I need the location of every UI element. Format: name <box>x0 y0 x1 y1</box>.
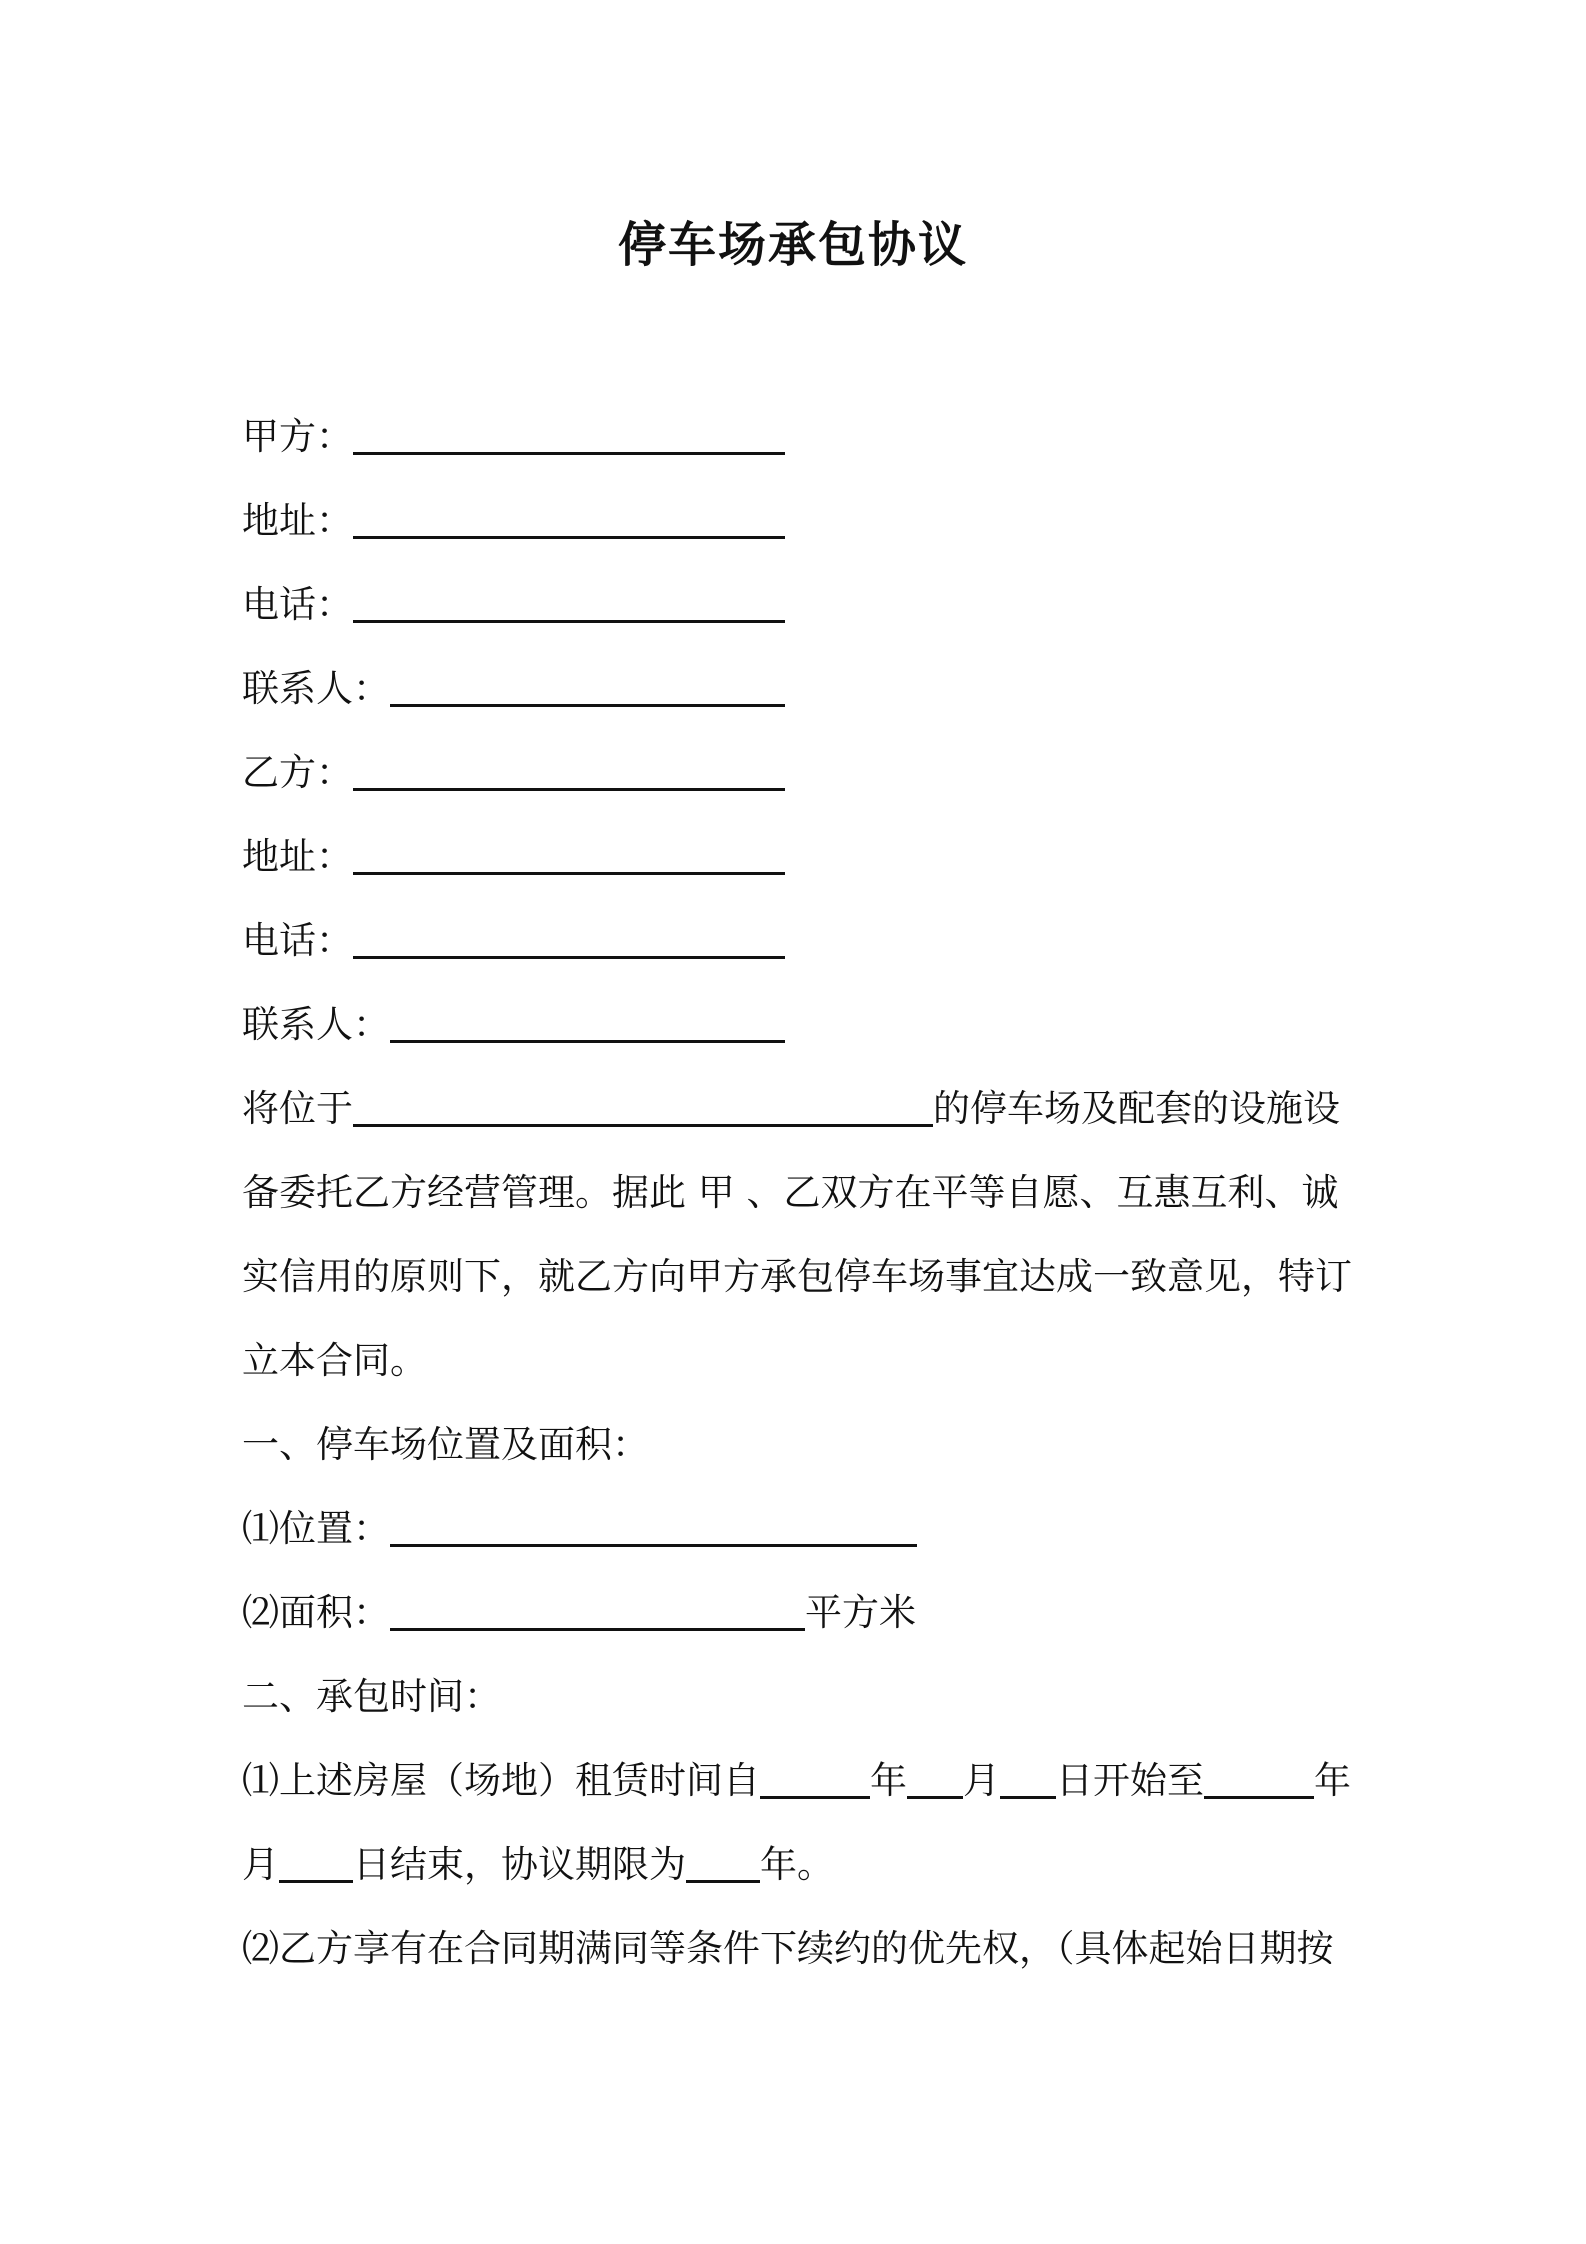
preamble-line-3: 实信用的原则下，就乙方向甲方承包停车场事宜达成一致意见，特订 <box>242 1255 1352 1298</box>
party-b-name-row <box>242 731 785 815</box>
party-b-contact-blank[interactable] <box>390 990 785 1043</box>
preamble-line-1 <box>242 1067 1340 1151</box>
end-day-blank[interactable] <box>279 1830 353 1883</box>
party-b-contact-row <box>242 983 785 1067</box>
party-b-name-label: 乙方： <box>242 751 353 794</box>
parking-location-blank[interactable] <box>353 1074 933 1127</box>
party-a-name-label: 甲方： <box>242 415 353 458</box>
start-year-unit: 年 <box>870 1759 907 1802</box>
renewal-priority-line: ⑵乙方享有在合同期满同等条件下续约的优先权，（具体起始日期按 <box>242 1927 1334 1970</box>
party-b-address-label: 地址： <box>242 835 353 878</box>
lease-term-prefix: ⑴上述房屋（场地）租赁时间自 <box>242 1759 760 1802</box>
start-day-blank[interactable] <box>1000 1746 1056 1799</box>
section-2-heading: 二、承包时间： <box>242 1675 501 1718</box>
party-a-address-label: 地址： <box>242 499 353 542</box>
end-year-unit: 年 <box>1314 1759 1351 1802</box>
party-a-address-row <box>242 479 785 563</box>
end-month-unit: 月 <box>242 1843 279 1886</box>
party-b-phone-row <box>242 899 785 983</box>
party-b-phone-blank[interactable] <box>353 906 785 959</box>
preamble-line-4: 立本合同。 <box>242 1339 427 1382</box>
preamble-suffix: 的停车场及配套的设施设 <box>933 1087 1340 1130</box>
party-a-address-blank[interactable] <box>353 486 785 539</box>
party-a-phone-blank[interactable] <box>353 570 785 623</box>
party-b-phone-label: 电话： <box>242 919 353 962</box>
area-label: ⑵面积： <box>242 1591 390 1634</box>
end-year-blank[interactable] <box>1204 1746 1314 1799</box>
location-label: ⑴位置： <box>242 1507 390 1550</box>
term-years-unit: 年。 <box>760 1843 834 1886</box>
start-day-text: 日开始至 <box>1056 1759 1204 1802</box>
party-a-contact-blank[interactable] <box>390 654 785 707</box>
party-b-address-row <box>242 815 785 899</box>
area-blank[interactable] <box>390 1578 805 1631</box>
party-a-phone-label: 电话： <box>242 583 353 626</box>
location-row <box>242 1487 917 1571</box>
section-1-heading: 一、停车场位置及面积： <box>242 1423 649 1466</box>
term-years-blank[interactable] <box>686 1830 760 1883</box>
location-blank[interactable] <box>390 1494 917 1547</box>
lease-term-line-2 <box>242 1823 834 1907</box>
area-unit: 平方米 <box>805 1591 916 1634</box>
party-b-name-blank[interactable] <box>353 738 785 791</box>
area-row <box>242 1571 916 1655</box>
start-month-blank[interactable] <box>907 1746 963 1799</box>
party-a-contact-label: 联系人： <box>242 667 390 710</box>
party-b-contact-label: 联系人： <box>242 1003 390 1046</box>
party-a-name-row <box>242 395 785 479</box>
party-a-phone-row <box>242 563 785 647</box>
start-month-unit: 月 <box>963 1759 1000 1802</box>
document-title: 停车场承包协议 <box>617 217 968 273</box>
lease-term-line-1 <box>242 1739 1351 1823</box>
preamble-line-2: 备委托乙方经营管理。据此 甲 、乙双方在平等自愿、互惠互利、诚 <box>242 1171 1339 1214</box>
end-day-text: 日结束，协议期限为 <box>353 1843 686 1886</box>
preamble-prefix: 将位于 <box>242 1087 353 1130</box>
party-a-contact-row <box>242 647 785 731</box>
party-a-name-blank[interactable] <box>353 402 785 455</box>
start-year-blank[interactable] <box>760 1746 870 1799</box>
party-b-address-blank[interactable] <box>353 822 785 875</box>
